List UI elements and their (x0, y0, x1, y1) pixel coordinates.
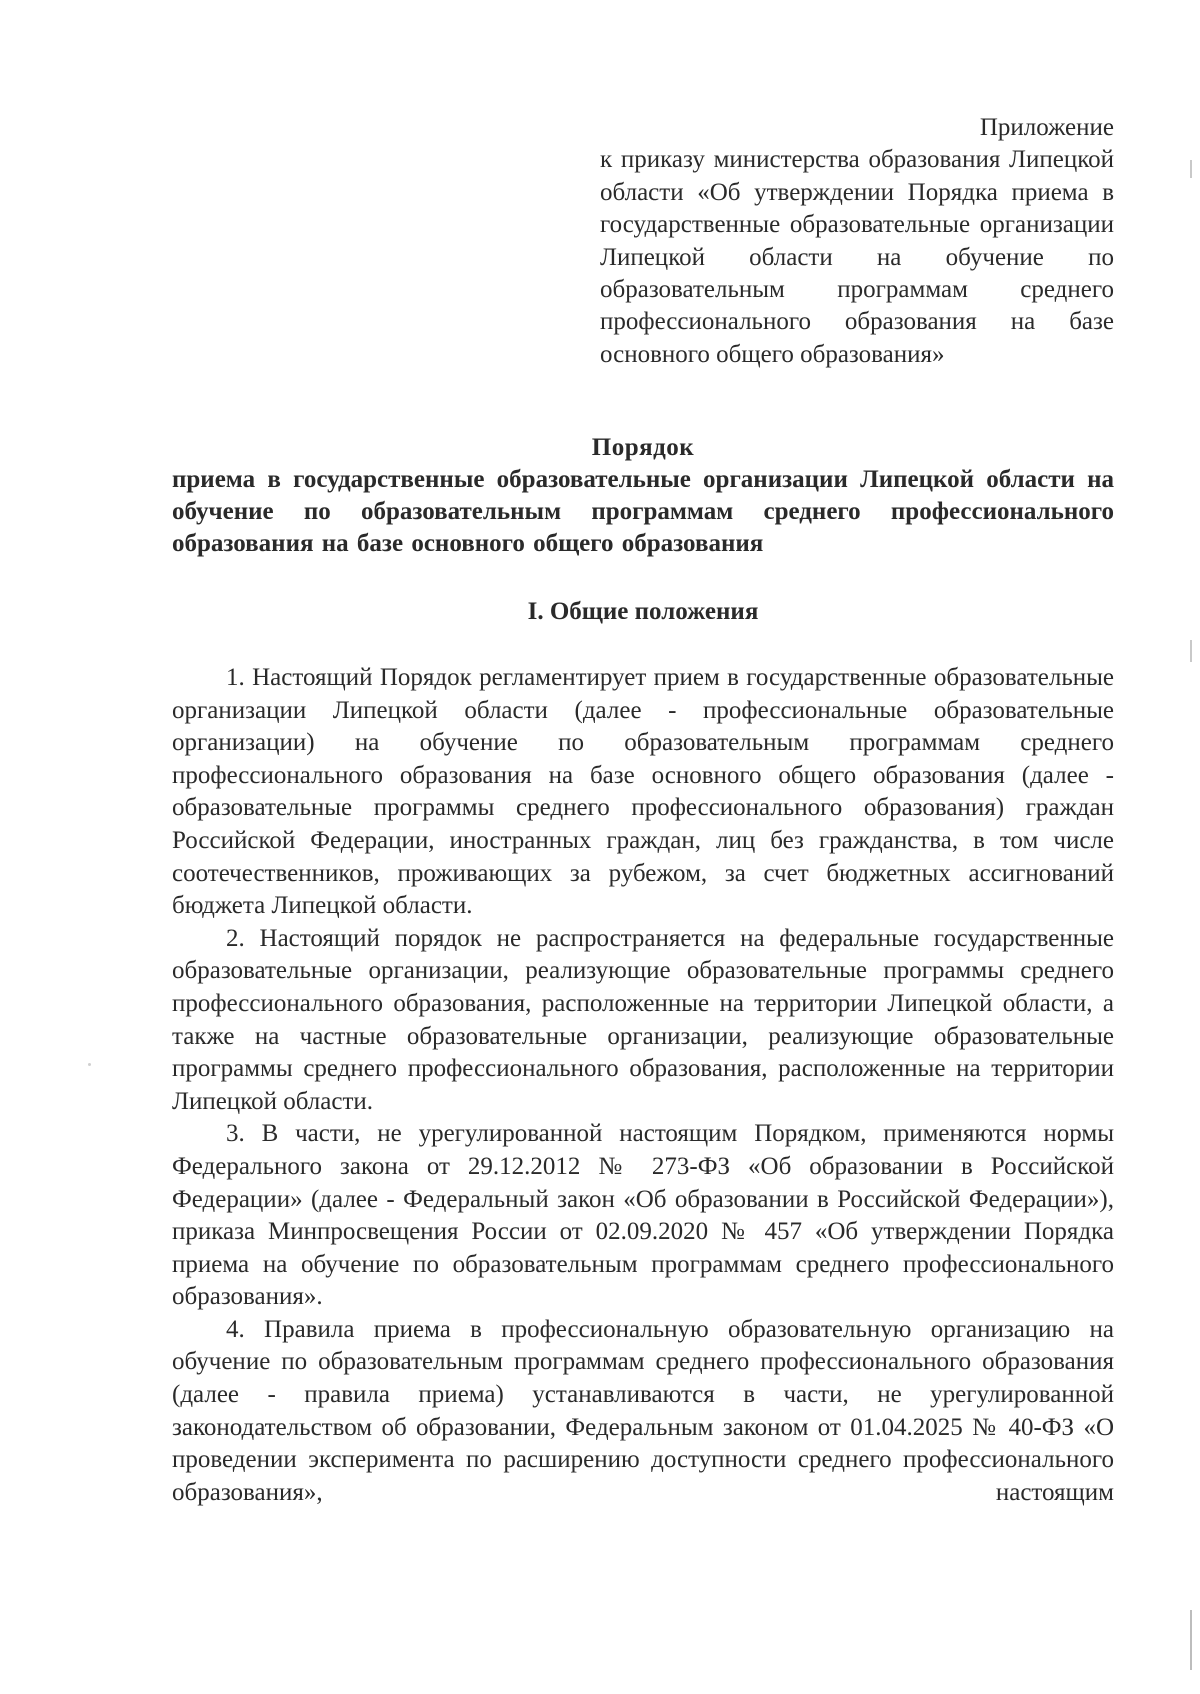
paragraph-2: 2. Настоящий порядок не распространяется на федеральные государственные образовательные организации, реализующие образовательные программы среднего профессионального образования, расположенные на территории Липецкой области, а также на частные образовательные организации, реализующие образовательные программы среднего профессионального образования, расположенные на территории Липецкой области. (172, 924, 1114, 1115)
document-heading (172, 432, 1114, 560)
section-title: I. Общие положения (527, 598, 759, 625)
document-body (172, 662, 1114, 1509)
scan-edge-mark (1190, 160, 1192, 178)
scan-edge-mark (1190, 1610, 1192, 1670)
paragraph-1: 1. Настоящий Порядок регламентирует прием в государственные образовательные организации Липецкой области (далее - профессиональные образовательные организации) на обучение по образовательным программам среднего профессионального образования на базе основного общего образования (далее - образовательные программы среднего профессионального образования) граждан Российской Федерации, иностранных граждан, лиц без гражданства, в том числе соотечественников, проживающих за рубежом, за счет бюджетных ассигнований бюджета Липецкой области. (172, 664, 1114, 920)
scan-edge-mark (1190, 640, 1192, 662)
document-subtitle: приема в государственные образовательные организации Липецкой области на обучение по образовательным программам среднего профессионального образования на базе основного общего образования (172, 466, 1114, 557)
paragraph-4: 4. Правила приема в профессиональную образовательную организацию на обучение по образовательным программам среднего профессионального образования (далее - правила приема) устанавливаются в части, не урегулированной законодательством об образовании, Федеральным законом от 01.04.2025 № 40-ФЗ «О проведении эксперимента по расширению доступности среднего профессионального образования», настоящим (172, 1315, 1114, 1506)
appendix-block (600, 112, 1114, 371)
appendix-title: Приложение (979, 114, 1114, 141)
scan-dust-mark (88, 1063, 91, 1066)
paragraph-3: 3. В части, не урегулированной настоящим Порядком, применяются нормы Федерального закона от 29.12.2012 № 273-ФЗ «Об образовании в Российской Федерации» (далее - Федеральный закон «Об образовании в Российской Федерации»), приказа Минпросвещения России от 02.09.2020 № 457 «Об утверждении Порядка приема на обучение по образовательным программам среднего профессионального образования». (172, 1120, 1114, 1311)
appendix-text: к приказу министерства образования Липецкой области «Об утверждении Порядка приема в государственные образовательные организации Липецкой области на обучение по образовательным программам среднего профессионального образования на базе основного общего образования» (600, 146, 1114, 368)
document-title: Порядок (591, 434, 695, 461)
